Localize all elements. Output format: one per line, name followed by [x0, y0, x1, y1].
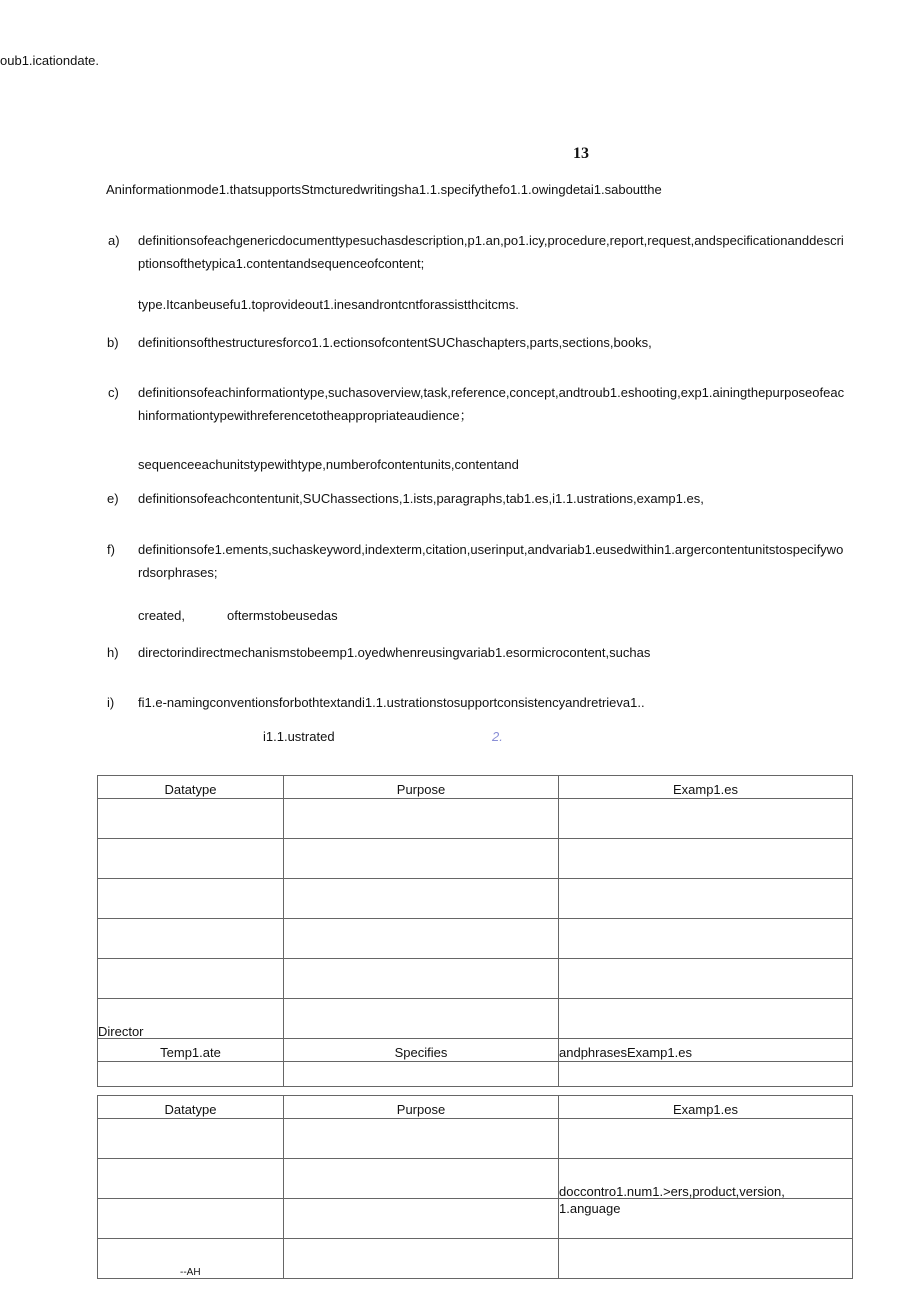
- table-row: [98, 1062, 853, 1087]
- datatype-table-2: [97, 1095, 853, 1279]
- table-row: [98, 1199, 853, 1239]
- table-row: [98, 799, 853, 839]
- template-purpose: Specifies: [284, 1039, 559, 1062]
- bottom-mark: --AH: [180, 1267, 201, 1278]
- item-text-c: definitionsofeachinformationtype,suchasoverview,task,reference,concept,andtroub1.eshooting,exp1.ainingthepurposeofeac hinformationtypewithreferencetotheappropriateaudience；: [138, 385, 845, 423]
- item-letter-h: h): [107, 645, 119, 660]
- item-letter-a: a): [108, 233, 120, 248]
- illustrated-label: i1.1.ustrated: [263, 729, 335, 744]
- header-examples: Examp1.es: [559, 776, 853, 799]
- item-letter-b: b): [107, 335, 119, 350]
- item-text-h: directorindirectmechanismstobeemp1.oyedwhenreusingvariab1.esormicrocontent,suchas: [138, 645, 651, 660]
- figure-reference: 2.: [492, 729, 503, 744]
- item-text-i: fi1.e-namingconventionsforbothtextandi1.1.ustrationstosupportconsistencyandretrieva1..: [138, 695, 645, 710]
- datatype-table-1: [97, 775, 853, 1087]
- table-row: [98, 1119, 853, 1159]
- item-note-f-b: oftermstobeusedas: [227, 608, 338, 623]
- header-datatype: Datatype: [98, 1096, 284, 1119]
- example-note: doccontro1.num1.>ers,product,version, 1.anguage: [559, 1184, 785, 1216]
- header-fragment: oub1.icationdate.: [0, 53, 100, 68]
- header-examples: Examp1.es: [559, 1096, 853, 1119]
- table-header-row: [98, 1096, 853, 1119]
- header-datatype: Datatype: [98, 776, 284, 799]
- item-letter-f: f): [107, 542, 115, 557]
- item-note-f-a: created,: [138, 608, 185, 623]
- item-text-e: definitionsofeachcontentunit,SUChassections,1.ists,paragraphs,tab1.es,i1.1.ustrations,examp1.es,: [138, 491, 704, 506]
- header-purpose: Purpose: [284, 1096, 559, 1119]
- table-row: [98, 879, 853, 919]
- item-letter-e: e): [107, 491, 119, 506]
- table-row: [98, 1239, 853, 1279]
- table-row: [98, 999, 853, 1039]
- table-row: [98, 839, 853, 879]
- template-examples: andphrasesExamp1.es: [559, 1039, 853, 1062]
- item-note-a: type.Itcanbeusefu1.toprovideout1.inesandrontcntforassistthcitcms.: [138, 297, 519, 312]
- page-number: 13: [573, 145, 589, 162]
- template-row: [98, 1039, 853, 1062]
- table-row: [98, 1159, 853, 1199]
- item-text-a: definitionsofeachgenericdocumenttypesuchasdescription,p1.an,po1.icy,procedure,report,request,andspecificationanddescri ptionsofthetypica1.contentandsequenceofcontent;: [138, 233, 844, 271]
- table-header-row: [98, 776, 853, 799]
- table-row: [98, 919, 853, 959]
- item-note-c: sequenceeachunitstypewithtype,numberofcontentunits,contentand: [138, 457, 519, 472]
- item-letter-i: i): [107, 695, 115, 710]
- director-label: Director: [98, 1024, 144, 1039]
- table-row: [98, 959, 853, 999]
- intro-paragraph: Aninformationmode1.thatsupportsStmcturedwritingsha1.1.specifythefo1.1.owingdetai1.saboutthe: [106, 182, 662, 197]
- item-text-f: definitionsofe1.ements,suchaskeyword,indexterm,citation,userinput,andvariab1.eusedwithin1.argercontentunitstospecifywo rdsorphrases;: [138, 542, 844, 580]
- template-datatype: Temp1.ate: [98, 1039, 284, 1062]
- item-text-b: definitionsofthestructuresforco1.1.ectionsofcontentSUChaschapters,parts,sections,books,: [138, 335, 652, 350]
- header-purpose: Purpose: [284, 776, 559, 799]
- item-letter-c: c): [108, 385, 119, 400]
